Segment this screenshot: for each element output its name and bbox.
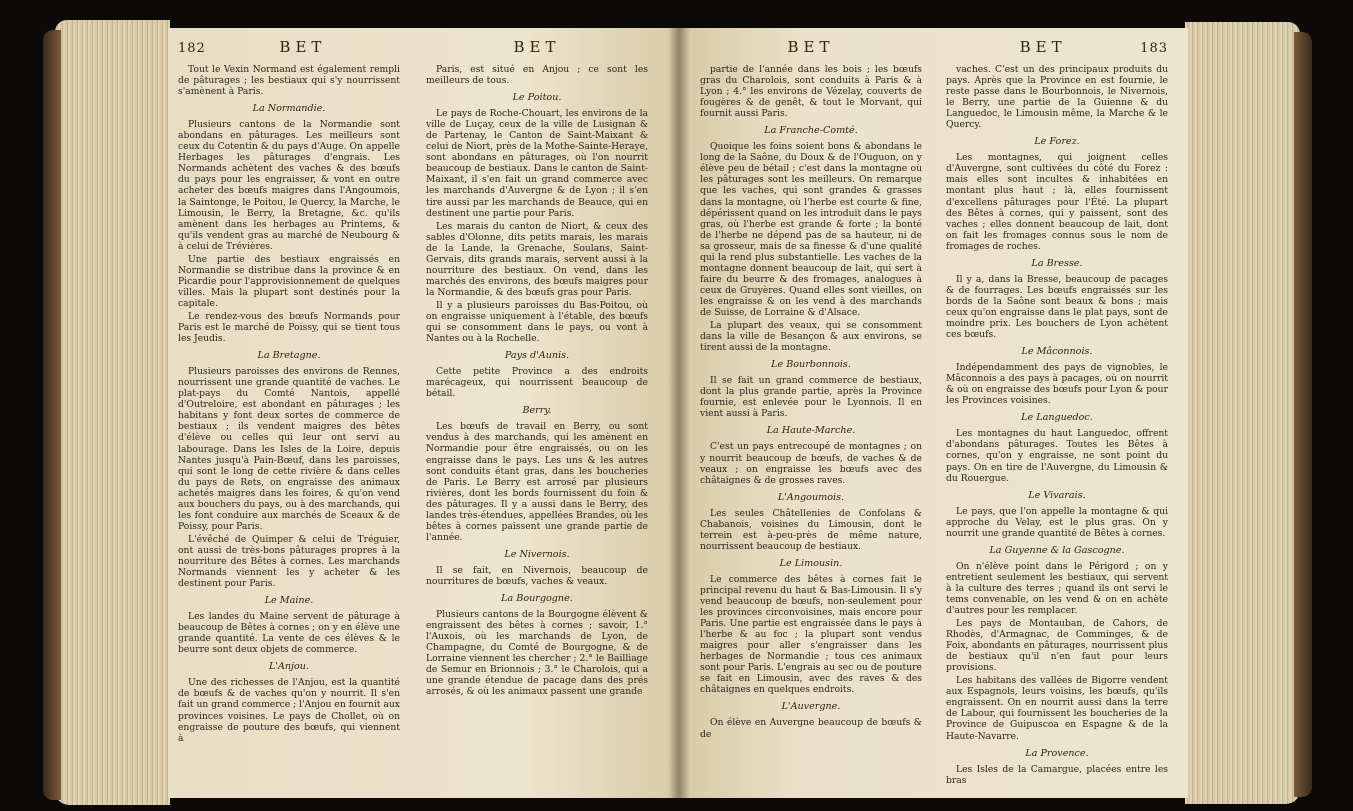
right-page-edges <box>1185 22 1300 804</box>
paragraph: Une des richesses de l'Anjou, est la quantité de bœufs & de vaches qu'on y nourrit. Il s'en fait un grand commerce ; l'Anjou en fournit aux provinces voisines. Le pays de Chollet, où on engraisse de pouture des bœufs, qui viennent à <box>178 677 400 744</box>
section-heading: La Guyenne & la Gascogne. <box>989 544 1125 556</box>
section-heading: Le Limousin. <box>779 557 843 569</box>
column-text <box>946 64 1168 786</box>
section-heading: La Bretagne. <box>257 350 321 362</box>
paragraph: partie de l'année dans les bois ; les bœufs gras du Charolois, sont conduits à Paris & à Lyon ; 4.° les environs de Vézelay, couverts de fougères & de genêt, & tout le Morvant, qui fournit aussi Paris. <box>700 64 922 120</box>
section-heading: La Bresse. <box>1031 257 1083 269</box>
right-page-header-right <box>946 38 1168 60</box>
running-title: BET <box>1019 38 1067 56</box>
paragraph: Paris, est situé en Anjou ; ce sont les meilleurs de tous. <box>426 64 648 87</box>
section-heading: Le Mâconnois. <box>1021 346 1093 358</box>
paragraph: Plusieurs paroisses des environs de Rennes, nourrissent une grande quantité de vaches. Le plat-pays du Comté Nantois, appellé d'Outreloire, est abondant en pâturages ; les habitans y font deux sortes de commerce de bestiaux ; ils vendent maigres des bêtes d'élève ou celles qui leur ont servi au labourage. Dans les Isles de la Loire, depuis Nantes jusqu'à Pain-Bœuf, dans les paroisses, qui sont le long de cette rivière & dans celles du pays de Rets, on engraisse des animaux achetés maigres dans les foires, & qu'on vend aux bouchers du pays, ou à des marchands, qui les font conduire aux marchés de Sceaux & de Poissy, pour Paris. <box>178 366 400 532</box>
paragraph: Plusieurs cantons de la Bourgogne élèvent & engraissent des bêtes à cornes ; savoir, 1.° l'Auxois, où les marchands de Lyon, de Champagne, du Comté de Bourgogne, & de Lorraine viennent les chercher ; 2.° le Bailliage de Semur en Brionnois ; 3.° le Charolois, qui a une grande étendue de pacage dans des prés arrosés, & où les animaux passent une grande <box>426 609 648 698</box>
paragraph: vaches. C'est un des principaux produits du pays. Après que la Province en est fournie, le reste passe dans le Bourbonnois, le Nivernois, le Berry, une partie de la Guienne & du Languedoc, le Limousin même, la Marche & le Quercy. <box>946 64 1168 131</box>
paragraph: C'est un pays entrecoupé de montagnes ; on y nourrit beaucoup de bœufs, de vaches & de veaux ; on engraisse les bœufs avec des châtaignes & de grosses raves. <box>700 441 922 486</box>
left-page <box>168 28 678 798</box>
paragraph: On élève en Auvergne beaucoup de bœufs & de <box>700 717 922 740</box>
section-heading: Le Forez. <box>1034 136 1080 148</box>
paragraph: Il se fait, en Nivernois, beaucoup de nourritures de bœufs, vaches & veaux. <box>426 564 648 587</box>
paragraph: Il y a, dans la Bresse, beaucoup de pacages & de fourrages. Les bœufs engraissés sur les bords de la Saône sont beaux & bons ; mais ceux qu'on engraisse dans le plat pays, sont de moindre prix. Les bouchers de Lyon achètent ces bœufs. <box>946 273 1168 341</box>
right-page-column-1 <box>700 38 922 742</box>
left-page-header <box>178 38 400 60</box>
section-heading: Le Languedoc. <box>1021 412 1093 424</box>
section-heading: La Provence. <box>1025 747 1089 759</box>
paragraph: Une partie des bestiaux engraissés en Normandie se distribue dans la province & en Picardie pour l'approvisionnement de quelques villes. Mais la plupart sont destinés pour la capitale. <box>178 253 400 309</box>
column-text <box>178 64 400 744</box>
running-title: BET <box>513 38 561 56</box>
paragraph: Il se fait un grand commerce de bestiaux, dont la plus grande partie, après la Province fournie, est enlevée pour le Lyonnois. Il en vient aussi à Paris. <box>700 375 922 420</box>
section-heading: La Haute-Marche. <box>766 425 856 437</box>
paragraph: Les landes du Maine servent de pâturage à beaucoup de Bêtes à cornes ; on y en élève une grande quantité. La vente de ces élèves & le beurre sont deux objets de commerce. <box>178 611 400 656</box>
right-page <box>678 28 1188 798</box>
left-page-header-right <box>426 38 648 60</box>
paragraph: Les montagnes du haut Languedoc, offrent d'abondans pâturages. Toutes les Bêtes à cornes, qu'on y engraisse, ne sont point du pays. On en tire de l'Auvergne, du Limousin & du Rouergue. <box>946 428 1168 484</box>
column-text <box>426 64 648 697</box>
paragraph: Plusieurs cantons de la Normandie sont abondans en pâturages. Les meilleurs sont ceux du Cotentin & du pays d'Auge. On appelle Herbages les pâturages d'engrais. Les Normands achètent des vaches & des bœufs du pays pour les engraisser, & vont en outre acheter des bœufs maigres dans l'Angoumois, la Saintonge, le Poitou, le Quercy, la Marche, le Limousin, le Berry, la Bretagne, &c. qu'ils amènent dans les herbages au Printems, & qu'ils vendent gras au marché de Neubourg & à celui de Trévières. <box>178 119 400 252</box>
paragraph: Le rendez-vous des bœufs Normands pour Paris est le marché de Poissy, qui se tient tous les Jeudis. <box>178 310 400 345</box>
paragraph: On n'élève point dans le Périgord ; on y entretient seulement les bestiaux, qui servent à la culture des terres ; quand ils ont servi le tems convenable, on les vend & on en achète d'autres pour les remplacer. <box>946 560 1168 617</box>
paragraph: Il y a plusieurs paroisses du Bas-Poitou, où on engraisse uniquement à l'étable, des bœufs qui se consomment dans le pays, ou vont à Nantes ou à la Rochelle. <box>426 299 648 345</box>
page-number: 182 <box>178 41 206 56</box>
paragraph: Quoique les foins soient bons & abondans le long de la Saône, du Doux & de l'Ouguon, on y élève peu de bétail ; c'est dans la montagne où les pâturages sont les meilleurs. On remarque que les vaches, qui sont grandes & grasses dans la montagne, où l'herbe est courte & fine, dépérissent quand on les introduit dans le pays gras, où l'herbe est grande & forte ; la bonté de l'herbe ne dépend pas de sa hauteur, ni de sa grosseur, mais de sa finesse & d'une qualité qui la rend plus substantielle. Les vaches de la montagne donnent beaucoup de lait, qui sert à faire du beurre & des fromages, analogues à ceux de Gruyères. Quand elles sont vieilles, on les engraisse & on les vend à des marchands de Suisse, de Lorraine & d'Alsace. <box>700 141 922 318</box>
section-heading: Le Maine. <box>264 595 314 607</box>
left-page-column-2 <box>426 38 648 699</box>
section-heading: Le Bourbonnois. <box>771 359 851 371</box>
paragraph: La plupart des veaux, qui se consomment dans la ville de Besançon & aux environs, se tirent aussi de la montagne. <box>700 320 922 354</box>
section-heading: Le Vivarais. <box>1028 489 1086 501</box>
paragraph: Les habitans des vallées de Bigorre vendent aux Espagnols, leurs voisins, les bœufs, qu'ils engraissent. On en nourrit aussi dans la terre de Labour, qui fournissent les boucheries de la Province de Guipuscoa en Espagne & de la Haute-Navarre. <box>946 675 1168 742</box>
section-heading: La Bourgogne. <box>501 593 573 605</box>
paragraph: Les montagnes, qui joignent celles d'Auvergne, sont cultivées du côté du Forez : mais elles sont incultes & inhabitées en montant plus haut ; là, elles fournissent d'excellens pâturages pour l'Été. La plupart des Bêtes à cornes, qui y paissent, sont des vaches ; elles donnent beaucoup de lait, dont on fait les fromages connus sous le nom de fromages de roches. <box>946 152 1168 252</box>
paragraph: Les seules Châtellenies de Confolans & Chabanois, voisines du Limousin, dont le terrein est à-peu-près de même nature, nourrissent beaucoup de bestiaux. <box>700 507 922 552</box>
paragraph: Les pays de Montauban, de Cahors, de Rhodès, d'Armagnac, de Comminges, & de Foix, abondants en pâturages, nourrissent plus de bestiaux qu'il n'en faut pour leurs provisions. <box>946 618 1168 674</box>
right-page-header <box>700 38 922 60</box>
left-page-column-1 <box>178 38 400 746</box>
paragraph: Les bœufs de travail en Berry, ou sont vendus à des marchands, qui les amènent en Normandie pour être engraissés, ou on les engraisse dans le pays. Les uns & les autres sont conduits étant gras, dans les boucheries de Paris. Le Berry est arrosé par plusieurs rivières, dont les bords fournissent du foin & des pâturages. Il y a aussi dans le Berry, des landes très-étendues, appellées Brandes, où les bêtes à cornes paissent une grande partie de l'année. <box>426 421 648 543</box>
left-page-edges <box>55 20 170 805</box>
paragraph: Tout le Vexin Normand est également rempli de pâturages ; les bestiaux qui s'y nourrissent s'amènent à Paris. <box>178 64 400 98</box>
paragraph: Le pays, que l'on appelle la montagne & qui approche du Velay, est le plus gras. On y nourrit une grande quantité de Bêtes à cornes. <box>946 505 1168 539</box>
paragraph: Le pays de Roche-Chouart, les environs de la ville de Luçay, ceux de la ville de Lusignan & de Partenay, le Canton de Saint-Maixant & celui de Niort, près de la Mothe-Sainte-Heraye, sont abondans en pâturages, où l'on nourrit beaucoup de bestiaux. Dans le canton de Saint-Maixant, il s'en fait un grand commerce avec les marchands d'Auvergne & de Lyon ; il s'en tire aussi par les marchands de Beauce, qui en destinent une partie pour Paris. <box>426 108 648 219</box>
section-heading: Le Nivernois. <box>504 548 570 560</box>
paragraph: Les Isles de la Camargue, placées entre les bras <box>946 763 1168 786</box>
section-heading: L'Anjou. <box>268 661 310 673</box>
right-page-column-2 <box>946 38 1168 788</box>
paragraph: Le commerce des bêtes à cornes fait le principal revenu du haut & Bas-Limousin. Il s'y vend beaucoup de bœufs, non-seulement pour les provinces circonvoisines, mais encore pour Paris. Une partie est engraissée dans le pays à l'herbe & au foc ; la plupart sont vendus maigres pour aller s'engraisser dans les herbages de Normandie ; tous ces animaux sont pour Paris. L'engrais au sec ou de pouture se fait en Limousin, avec des raves & des châtaignes en quelques endroits. <box>700 573 922 696</box>
section-heading: Le Poitou. <box>512 92 562 104</box>
section-heading: L'Angoumois. <box>777 491 845 503</box>
paragraph: Indépendamment des pays de vignobles, le Mâconnois a des pays à pacages, où on nourrit & où on engraisse des bœufs pour Lyon & pour les Provinces voisines. <box>946 362 1168 407</box>
running-title: BET <box>279 38 327 56</box>
section-heading: La Franche-Comté. <box>764 125 858 137</box>
section-heading: Pays d'Aunis. <box>504 350 570 362</box>
page-number: 183 <box>1140 41 1168 56</box>
paragraph: L'évêché de Quimper & celui de Tréguier, ont aussi de très-bons pâturages propres à la nourriture des Bêtes à cornes. Les marchands Normands viennent les y acheter & les destinent pour Paris. <box>178 533 400 590</box>
running-title: BET <box>787 38 835 56</box>
section-heading: L'Auvergne. <box>781 701 841 713</box>
paragraph: Les marais du canton de Niort, & ceux des sables d'Olonne, dits petits marais, les marais de la Lande, la Grenache, Soulans, Saint-Gervais, dits grands marais, servent aussi à la nourriture des bestiaux. On vend, dans les marchés des environs, des bœufs maigres pour la Normandie, & des bœufs gras pour Paris. <box>426 220 648 298</box>
book-gutter <box>668 28 690 798</box>
section-heading: La Normandie. <box>252 103 326 115</box>
section-heading: Berry. <box>522 405 552 417</box>
column-text <box>700 64 922 740</box>
paragraph: Cette petite Province a des endroits marécageux, qui nourrissent beaucoup de bétail. <box>426 366 648 400</box>
